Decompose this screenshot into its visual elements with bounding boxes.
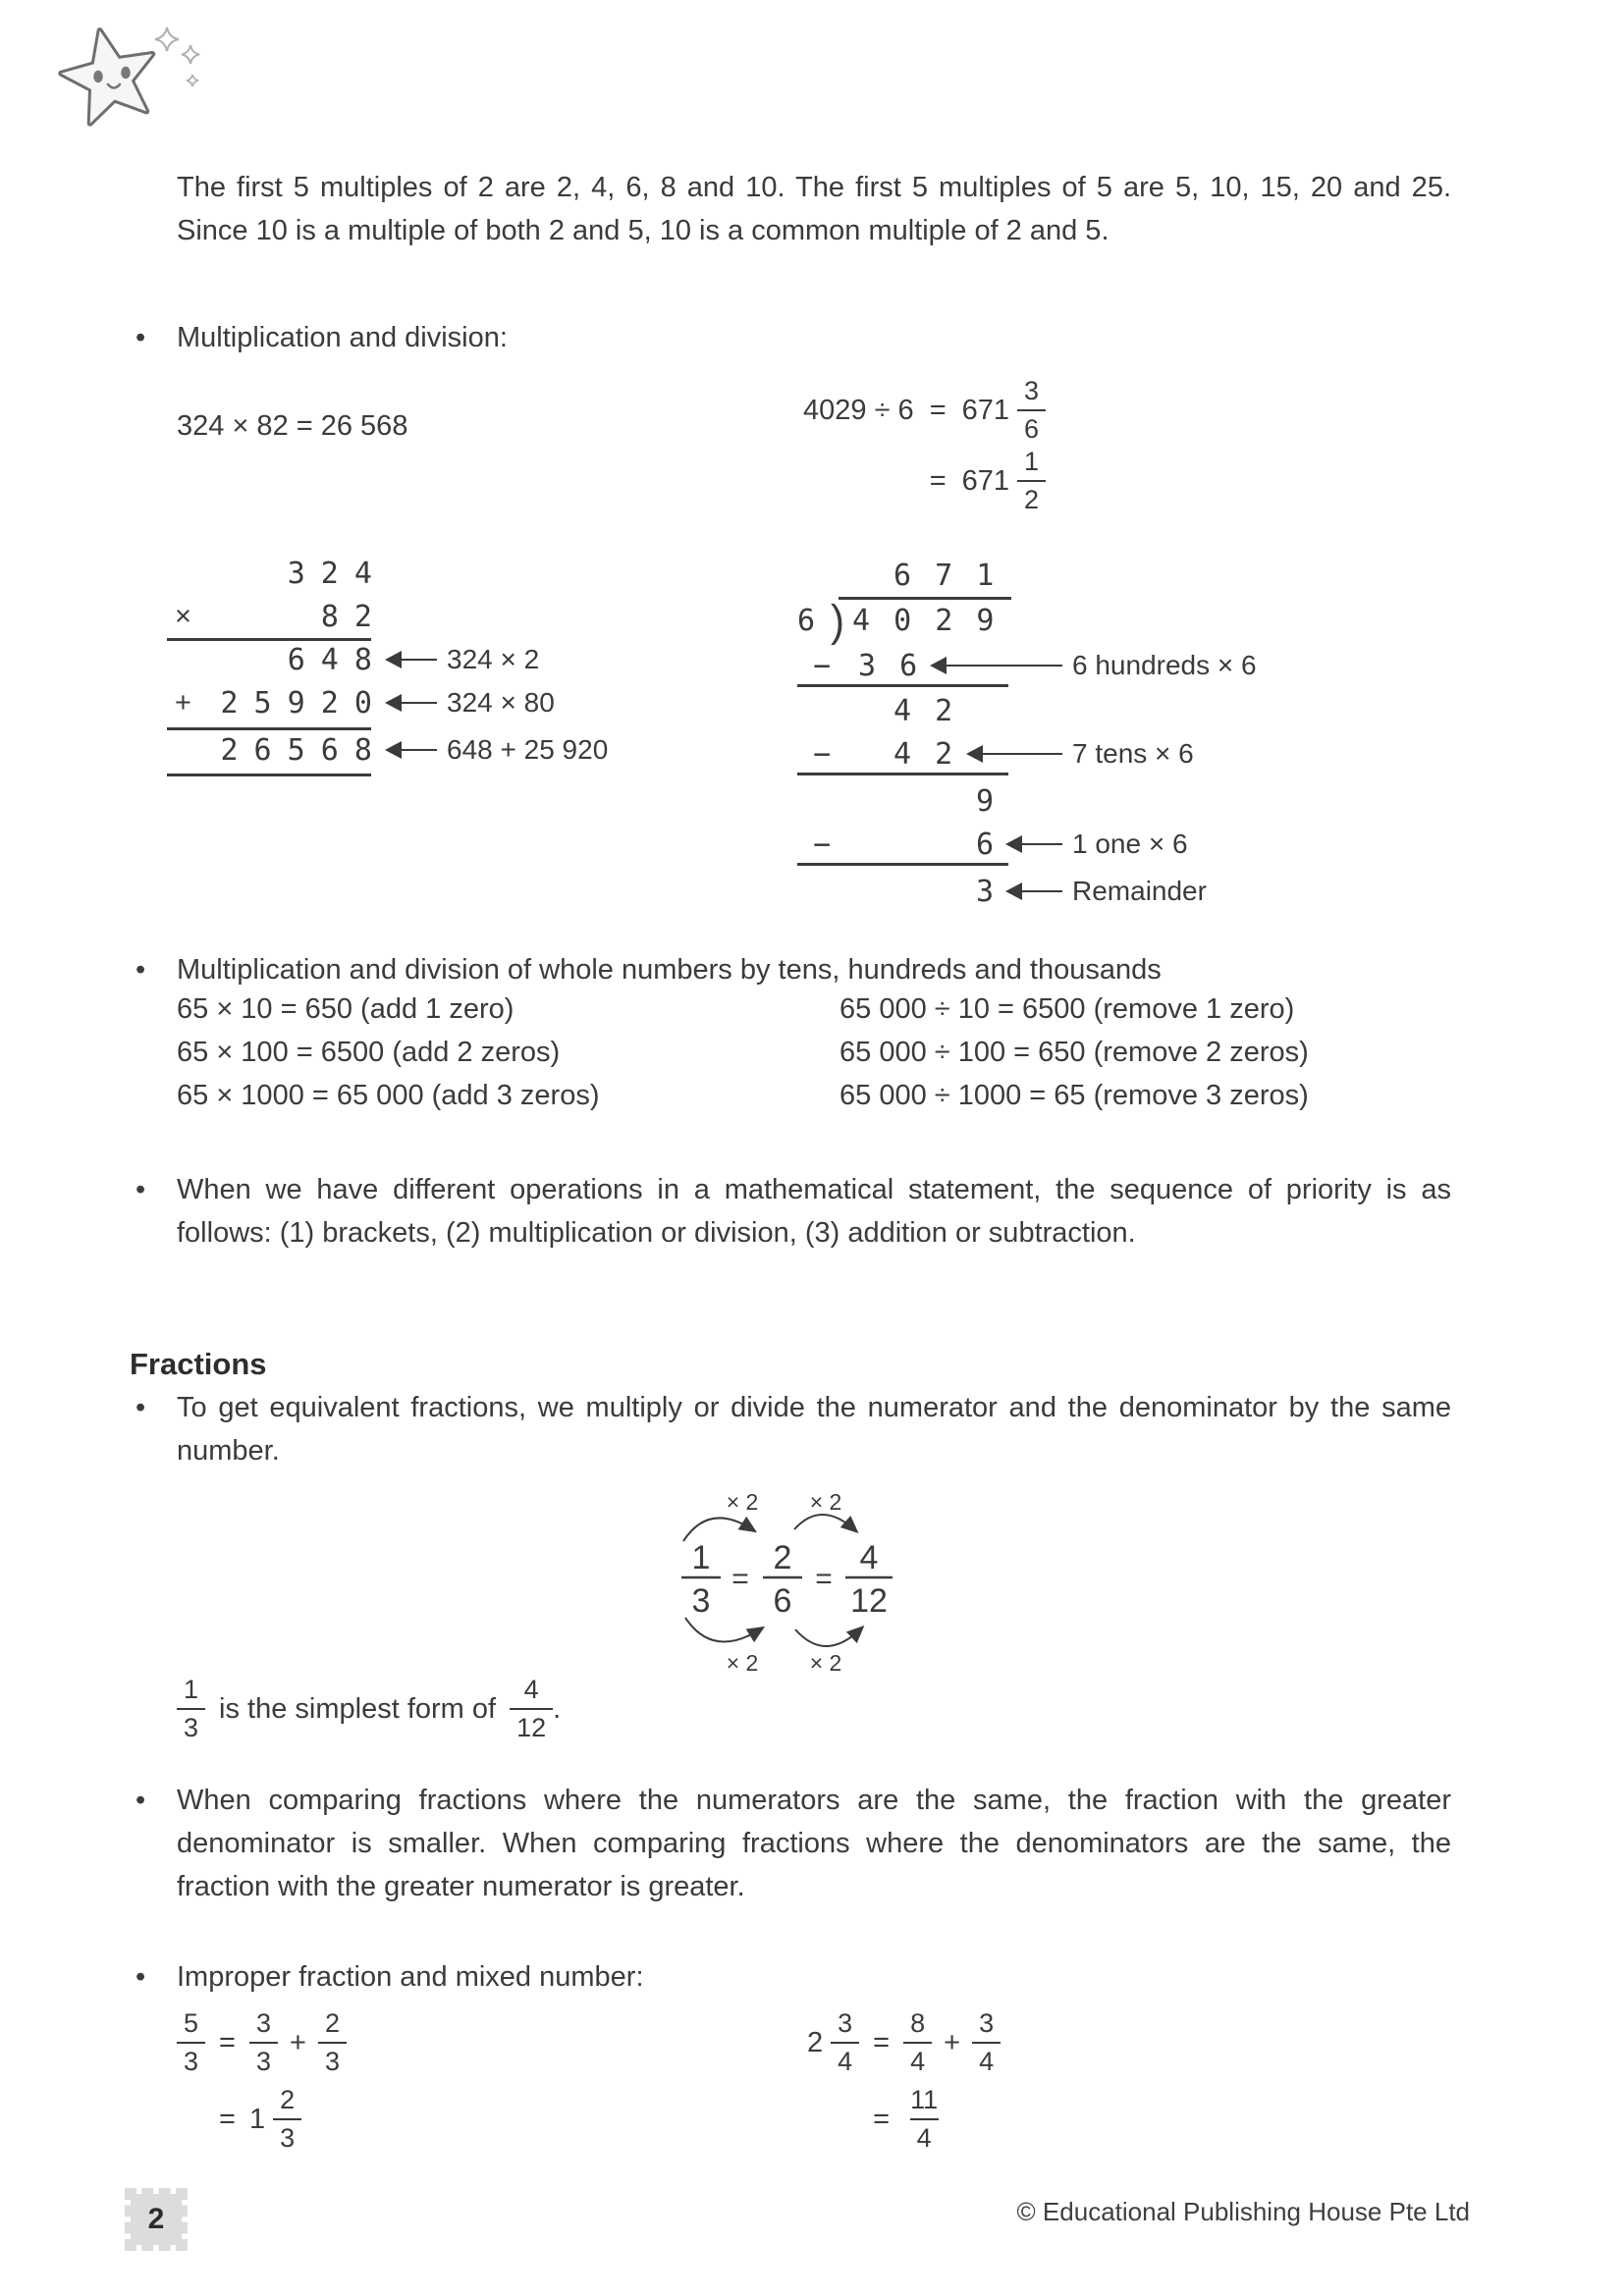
bullet-improper-fraction [135, 1955, 644, 1999]
sparkle-icon [187, 75, 198, 86]
partial2-annotation [385, 684, 797, 721]
star-eye-right [121, 67, 131, 79]
sub3-digits: 6 [976, 827, 998, 862]
improper-working-left [177, 2004, 347, 2158]
times-two-label: × 2 [809, 1650, 842, 1676]
multiplication-equation: 324 × 82 = 26 568 [177, 410, 408, 442]
rem2-digits: 9 [976, 783, 998, 819]
fraction-numerator: 4 [859, 1539, 879, 1576]
bullet-icon: • [135, 1961, 146, 1993]
equals-sign: = [219, 2026, 236, 2058]
equals-sign: = [929, 464, 947, 497]
rule-line [167, 774, 371, 776]
rem3-digits: 3 [976, 874, 998, 909]
arrow-left-icon [385, 694, 402, 712]
minus-sign: − [813, 648, 832, 683]
sub1-digits: 3 6 [858, 648, 921, 683]
annotation-text: 7 tens × 6 [1072, 738, 1194, 769]
fraction [1017, 378, 1046, 443]
arrow-shaft [1022, 890, 1062, 892]
rem1-digits: 4 2 [893, 693, 956, 728]
spacer [803, 446, 914, 516]
fraction-denominator: 12 [510, 1708, 553, 1741]
annotation-text: 324 × 2 [447, 644, 540, 674]
division-result-1 [962, 375, 1046, 446]
division-bracket: ) [831, 596, 844, 646]
fraction-numerator: 2 [773, 1539, 792, 1576]
rule-line [797, 684, 1008, 687]
operand1-digits: 3 2 4 [287, 556, 371, 591]
fraction-denominator: 4 [903, 2042, 932, 2075]
fraction-denominator: 3 [177, 2042, 205, 2075]
arrow-shaft [947, 665, 1062, 667]
subtraction-row [893, 735, 955, 773]
fraction [831, 2010, 859, 2075]
fraction [318, 2010, 347, 2075]
arrow-shaft [1022, 843, 1062, 845]
tens-heading-label: Multiplication and division of whole numbers by tens, hundreds and thousands [177, 954, 1162, 986]
fraction-numerator: 2 [280, 2085, 296, 2114]
equivalent-fractions-diagram [652, 1480, 947, 1677]
annotation-text: 648 + 25 920 [447, 734, 609, 765]
bullet-tens-heading [135, 948, 1162, 991]
fraction-denominator: 4 [831, 2042, 859, 2075]
sub1-annotation [930, 647, 1480, 684]
fraction [903, 2087, 945, 2152]
fractions-heading: Fractions [130, 1347, 267, 1381]
fraction-numerator: 5 [184, 2008, 199, 2038]
mixed-number [249, 2087, 301, 2152]
fraction-denominator: 3 [249, 2042, 278, 2075]
bullet-multiplication-division [135, 316, 508, 359]
result-digits: 2 6 5 6 8 [220, 732, 371, 768]
arrow-left-icon [1005, 835, 1022, 853]
fraction-numerator: 3 [838, 2008, 853, 2038]
improper-label: Improper fraction and mixed number: [177, 1961, 644, 1993]
equals-sign: = [873, 2026, 891, 2058]
equals-sign: = [731, 1563, 749, 1595]
whole-number: 1 [248, 2103, 266, 2135]
sparkle-icon [182, 45, 199, 64]
fraction-denominator: 3 [177, 1708, 205, 1741]
whole-number: 2 [807, 2026, 824, 2058]
tens-left-row: 65 × 1000 = 65 000 (add 3 zeros) [177, 1080, 600, 1111]
arrow-left-icon [1005, 882, 1022, 900]
bullet-priority-paragraph [135, 1168, 1451, 1255]
partial2-digits: 2 5 9 2 0 [220, 685, 371, 721]
fraction [1017, 449, 1046, 513]
fraction-denominator: 4 [972, 2042, 1001, 2075]
annotation-text: 6 hundreds × 6 [1072, 650, 1257, 680]
plus-sign: + [290, 2026, 306, 2058]
long-multiplication-working [167, 555, 756, 790]
arrow-left-icon [385, 651, 402, 668]
division-result-2 [962, 446, 1046, 516]
intro-paragraph: The first 5 multiples of 2 are 2, 4, 6, 8 and 10. The first 5 multiples of 5 are 5, 10, 15, 20 and 25. Since 10 is a multiple of both 2 and 5, 10 is a common multiple of 2 and 5. [177, 172, 1451, 246]
fraction [177, 1677, 205, 1741]
sparkle-icon [155, 27, 179, 51]
tens-left-row: 65 × 10 = 650 (add 1 zero) [177, 993, 514, 1025]
arrow-shaft [983, 753, 1062, 755]
divisor: 6 [797, 603, 819, 638]
fraction-numerator: 4 [523, 1675, 539, 1704]
minus-sign: − [813, 827, 832, 862]
spacer [807, 2081, 859, 2158]
mixed-number [962, 378, 1046, 443]
plus-sign: + [944, 2026, 961, 2058]
bullet-equivalent-paragraph [135, 1386, 1451, 1472]
tens-left-row: 65 × 100 = 6500 (add 2 zeros) [177, 1037, 561, 1068]
arrow-left-icon [966, 745, 983, 763]
whole-number: 671 [961, 394, 1010, 426]
bullet-icon: • [135, 1785, 146, 1816]
lhs-mixed-number [807, 2004, 859, 2081]
simplest-form-line [177, 1677, 561, 1741]
sub3-annotation [1005, 826, 1480, 863]
dividend-digits: 4 0 2 9 [852, 603, 998, 638]
equivalent-text: To get equivalent fractions, we multiply or divide the numerator and the denominator by the same number. [177, 1392, 1451, 1467]
sub2-digits: 4 2 [893, 736, 956, 772]
equals-sign: = [873, 2103, 891, 2135]
final-remainder-row [976, 873, 997, 910]
lhs-fraction [177, 2004, 205, 2081]
rule-line [797, 773, 1008, 775]
rhs-expression [903, 2081, 1001, 2158]
times-two-label: × 2 [726, 1650, 759, 1676]
times-two-label: × 2 [809, 1489, 842, 1515]
arrow-left-icon [385, 741, 402, 759]
copyright-text: © Educational Publishing House Pte Ltd [1016, 2197, 1470, 2226]
partial-product-row [167, 684, 403, 721]
sub2-annotation [966, 735, 1480, 773]
priority-text: When we have different operations in a mathematical statement, the sequence of priority is as follows: (1) brackets, (2) multiplication or division, (3) addition or subtraction. [177, 1174, 1451, 1249]
fraction-denominator: 2 [1017, 480, 1046, 513]
subtraction-row [858, 647, 920, 684]
remainder-row [976, 782, 997, 820]
minus-sign: − [813, 736, 832, 772]
remainder-annotation [1005, 873, 1480, 910]
equals-sign: = [219, 2103, 236, 2135]
fraction [177, 2010, 205, 2075]
whole-number: 671 [961, 464, 1010, 497]
fraction-numerator: 1 [691, 1539, 711, 1576]
fraction-denominator: 3 [691, 1582, 711, 1620]
result-row [167, 731, 403, 769]
arrow-shaft [402, 749, 437, 751]
fraction-numerator: 11 [910, 2085, 939, 2114]
fraction-denominator: 12 [850, 1582, 888, 1620]
curved-arrow-icon [794, 1515, 854, 1529]
tens-right-row: 65 000 ÷ 100 = 650 (remove 2 zeros) [839, 1037, 1309, 1068]
tens-right-row: 65 000 ÷ 10 = 6500 (remove 1 zero) [839, 993, 1295, 1025]
mult-div-label: Multiplication and division: [177, 322, 508, 353]
subtraction-row [976, 826, 997, 863]
spacer [177, 2081, 205, 2158]
improper-working-right [807, 2004, 1001, 2158]
rule-line [797, 863, 1008, 866]
equals-sign: = [815, 1563, 833, 1595]
fraction [273, 2087, 301, 2152]
annotation-text: Remainder [1072, 876, 1207, 906]
fraction-numerator: 3 [255, 2008, 271, 2038]
vinculum-line [839, 597, 1011, 600]
plus-sign: + [175, 686, 191, 719]
star-mascot-icon [47, 18, 209, 135]
fraction-numerator: 2 [324, 2008, 340, 2038]
rule-line [167, 727, 371, 730]
fraction-numerator: 3 [979, 2008, 995, 2038]
period: . [553, 1692, 562, 1725]
mixed-number [962, 449, 1046, 513]
rhs-expression [249, 2081, 347, 2158]
annotation-text: 324 × 80 [447, 687, 555, 718]
rhs-expression [903, 2004, 1001, 2081]
operand2-digits: 8 2 [320, 599, 371, 634]
quotient-row [893, 557, 997, 594]
times-two-label: × 2 [726, 1489, 759, 1515]
result-annotation [385, 731, 797, 769]
fraction [903, 2010, 932, 2075]
simplest-form-text: is the simplest form of [219, 1692, 497, 1725]
arrow-shaft [402, 659, 437, 661]
fraction [249, 2010, 278, 2075]
fraction [972, 2010, 1001, 2075]
fraction-denominator: 3 [273, 2118, 301, 2152]
bullet-icon: • [135, 954, 146, 986]
page-number: 2 [147, 2203, 165, 2235]
equals-sign: = [929, 394, 947, 426]
bullet-icon: • [135, 1392, 146, 1423]
annotation-text: 1 one × 6 [1072, 828, 1188, 859]
multiply-sign: × [175, 600, 191, 632]
rhs-expression [249, 2004, 347, 2081]
partial1-annotation [385, 641, 797, 678]
fraction-denominator: 4 [910, 2118, 939, 2152]
bullet-comparing-paragraph [135, 1779, 1451, 1908]
comparing-text: When comparing fractions where the numerators are the same, the fraction with the greater denominator is smaller. When comparing fractions where the denominators are the same, the fraction with the greater numerator is greater. [177, 1785, 1451, 1902]
fraction [510, 1677, 553, 1741]
partial-product-row [167, 641, 403, 678]
curved-arrow-icon [683, 1518, 752, 1541]
quotient-digits: 6 7 1 [893, 558, 998, 593]
mixed-number [807, 2010, 859, 2075]
partial1-digits: 6 4 8 [287, 642, 371, 677]
dividend-row [852, 602, 997, 639]
tens-right-row: 65 000 ÷ 1000 = 65 (remove 3 zeros) [839, 1080, 1309, 1111]
arrow-shaft [402, 702, 437, 704]
arrow-left-icon [930, 657, 947, 674]
fraction-numerator: 8 [910, 2008, 926, 2038]
star-eye-left [93, 71, 103, 82]
fraction-numerator: 1 [184, 1675, 199, 1704]
fraction-numerator: 1 [1024, 447, 1040, 476]
bullet-icon: • [135, 1174, 146, 1205]
page-number-stamp [125, 2188, 188, 2251]
fraction-denominator: 3 [318, 2042, 347, 2075]
division-lhs: 4029 ÷ 6 [803, 394, 914, 426]
operand-row [167, 598, 403, 635]
long-division-working [797, 559, 1485, 922]
operand-row [167, 555, 403, 592]
curved-arrow-icon [685, 1618, 760, 1642]
curved-arrow-icon [795, 1629, 860, 1646]
remainder-row [893, 692, 955, 729]
fraction-numerator: 3 [1024, 376, 1040, 405]
bullet-icon: • [135, 322, 146, 353]
fraction-denominator: 6 [1017, 409, 1046, 443]
division-equation-block [803, 375, 1046, 516]
fraction-denominator: 6 [773, 1582, 792, 1620]
